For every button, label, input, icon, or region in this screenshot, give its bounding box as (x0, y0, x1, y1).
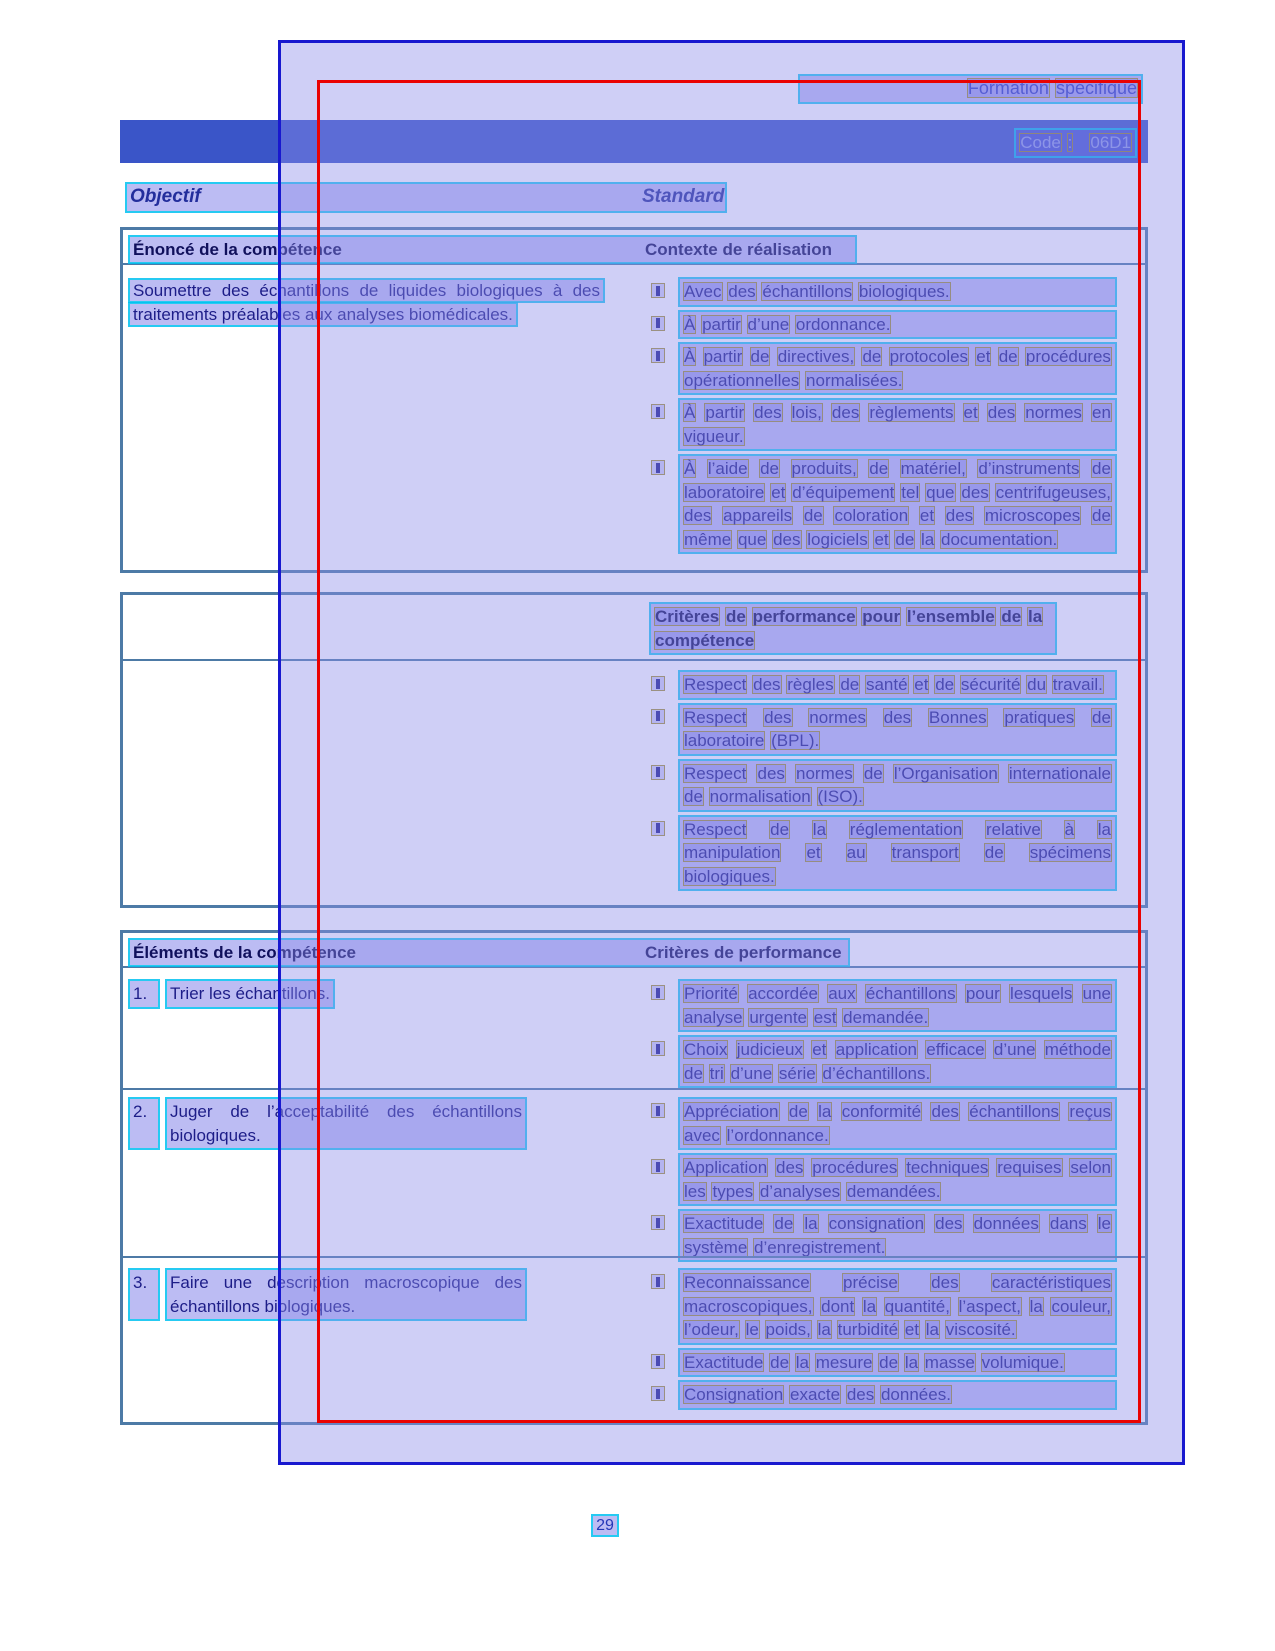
table-enonce-contexte (120, 227, 1148, 573)
bullet-text: Reconnaissance précise des caractéristiques macroscopiques, dont la quantité, l’aspect, la couleur, l’odeur, le poids, la turbidité et la viscosité. (680, 1270, 1115, 1343)
bullet-item (651, 400, 1115, 449)
bullet-marker (651, 676, 665, 691)
objectif-heading: Objectif (130, 186, 201, 207)
bullet-item (651, 1382, 1115, 1408)
code-line (1016, 130, 1135, 156)
bullet-item (651, 817, 1115, 890)
criteres-ensemble-list-cell (643, 661, 1145, 905)
bullet-text: Respect des normes des Bonnes pratiques de laboratoire (BPL). (680, 705, 1115, 754)
table1-header-strip (130, 237, 855, 262)
table3-row-2 (123, 1088, 1145, 1256)
bullet-marker (651, 283, 665, 298)
bullet-marker (651, 1354, 665, 1369)
element-cell (123, 1090, 643, 1267)
table1-body (123, 265, 1145, 570)
element-number: 3. (130, 1270, 158, 1319)
bullet-item (651, 981, 1115, 1030)
criteres-cell (643, 1258, 1145, 1422)
table2-header-row (123, 595, 1145, 661)
bullet-marker (651, 1041, 665, 1056)
bullet-text: Exactitude de la consignation des données dans le système d’enregistrement. (680, 1211, 1115, 1260)
contexte-list-cell (643, 265, 1145, 570)
criteres-cell (643, 1090, 1145, 1267)
table1-header-row (123, 230, 1145, 265)
element-text: Faire une description macroscopique des échantillons biologiques. (167, 1270, 525, 1319)
bullet-text: À partir de directives, de protocoles et de procédures opérationnelles normalisées. (680, 344, 1115, 393)
element-cell (123, 968, 643, 1093)
table3-row-3 (123, 1256, 1145, 1422)
bullet-text: Priorité accordée aux échantillons pour lesquels une analyse urgente est demandée. (680, 981, 1115, 1030)
code-label: Code : (1020, 133, 1073, 152)
bullet-item (651, 312, 1115, 338)
bullet-text: Application des procédures techniques requises selon les types d’analyses demandées. (680, 1155, 1115, 1204)
bullet-marker (651, 1159, 665, 1174)
elements-header: Éléments de la compétence (133, 943, 356, 962)
enonce-header: Énoncé de la compétence (133, 240, 342, 259)
bullet-item (651, 456, 1115, 552)
contexte-header: Contexte de réalisation (645, 240, 833, 259)
code-value: 06D1 (1090, 133, 1131, 152)
code-band (120, 120, 1148, 163)
competence-statement: Soumettre des échantillons de liquides biologiques à des traitements préalables aux analyses biomédicales. (130, 280, 603, 325)
objectif-standard-row (127, 184, 725, 211)
bullet-marker (651, 985, 665, 1000)
criteres-list (651, 1270, 1115, 1408)
element-cell (123, 1258, 643, 1422)
competence-statement-cell (123, 265, 643, 570)
criteres-ensemble-list (651, 672, 1115, 889)
criteres-cell (643, 968, 1145, 1093)
section-label: Formation spécifique (800, 76, 1141, 102)
bullet-item (651, 1037, 1115, 1086)
table3-header-row (123, 933, 1145, 968)
element-number: 2. (130, 1099, 158, 1148)
bullet-item (651, 705, 1115, 754)
page-number-container (560, 1514, 650, 1538)
bullet-item (651, 1270, 1115, 1343)
bullet-item (651, 761, 1115, 810)
table2-header-cell (643, 595, 1145, 659)
bullet-text: À l’aide de produits, de matériel, d’instruments de laboratoire et d’équipement tel que des centrifugeuses, des appareils de coloration et des microscopes de même que des logiciels et de la documentation. (680, 456, 1115, 552)
bullet-text: Choix judicieux et application efficace d’une méthode de tri d’une série d’échantillons. (680, 1037, 1115, 1086)
bullet-marker (651, 821, 665, 836)
bullet-text: Respect des normes de l’Organisation internationale de normalisation (ISO). (680, 761, 1115, 810)
bullet-marker (651, 348, 665, 363)
bullet-text: Avec des échantillons biologiques. (680, 279, 1115, 305)
table-criteres-ensemble (120, 592, 1148, 908)
bullet-item (651, 1099, 1115, 1148)
element-item (130, 1099, 603, 1148)
page-number: 29 (593, 1516, 617, 1535)
bullet-marker (651, 1274, 665, 1289)
bullet-text: Consignation exacte des données. (680, 1382, 1115, 1408)
table2-empty-cell (123, 661, 643, 905)
element-number: 1. (130, 981, 158, 1007)
bullet-marker (651, 404, 665, 419)
bullet-marker (651, 1386, 665, 1401)
bullet-text: Respect de la réglementation relative à la manipulation et au transport de spécimens biologiques. (680, 817, 1115, 890)
bullet-text: Exactitude de la mesure de la masse volumique. (680, 1350, 1115, 1376)
criteres-header: Critères de performance (645, 943, 842, 962)
table-elements-criteres (120, 930, 1148, 1425)
bullet-marker (651, 1103, 665, 1118)
element-item (130, 1270, 603, 1319)
bullet-item (651, 279, 1115, 305)
criteres-list (651, 981, 1115, 1086)
criteres-list (651, 1099, 1115, 1260)
element-text: Trier les échantillons. (167, 981, 333, 1007)
bullet-marker (651, 316, 665, 331)
element-item (130, 981, 603, 1007)
table3-row-1 (123, 968, 1145, 1088)
bullet-text: À partir des lois, des règlements et des normes en vigueur. (680, 400, 1115, 449)
contexte-list (651, 279, 1115, 552)
bullet-item (651, 672, 1115, 698)
element-text: Juger de l’acceptabilité des échantillons biologiques. (167, 1099, 525, 1148)
bullet-item (651, 1155, 1115, 1204)
bullet-text: À partir d’une ordonnance. (680, 312, 1115, 338)
bullet-marker (651, 460, 665, 475)
table3-header-strip (130, 940, 848, 965)
bullet-marker (651, 1215, 665, 1230)
table2-header-empty-cell (123, 595, 643, 659)
bullet-text: Appréciation de la conformité des échantillons reçus avec l’ordonnance. (680, 1099, 1115, 1148)
table2-body (123, 661, 1145, 905)
bullet-item (651, 1350, 1115, 1376)
criteres-ensemble-header: Critères de performance pour l’ensemble de la compétence (651, 604, 1055, 653)
bullet-item (651, 344, 1115, 393)
bullet-item (651, 1211, 1115, 1260)
standard-heading: Standard (642, 186, 725, 207)
bullet-marker (651, 765, 665, 780)
bullet-text: Respect des règles de santé et de sécurité du travail. (680, 672, 1115, 698)
bullet-marker (651, 709, 665, 724)
